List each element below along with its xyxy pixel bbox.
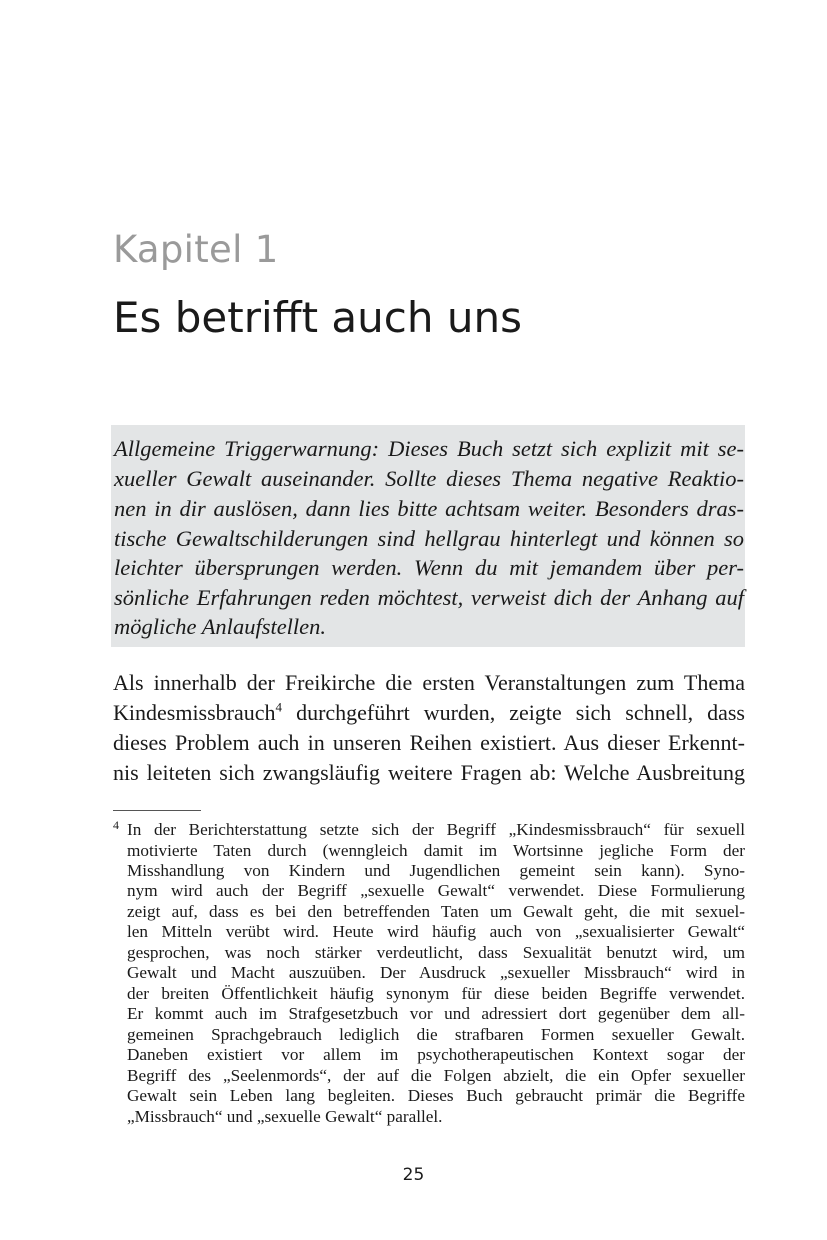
footnote-line: Er kommt auch im Strafgesetzbuch vor und adressiert dort gegenüber dem all- (127, 1004, 745, 1023)
footnote-line: len Mitteln verübt wird. Heute wird häufig auch von „sexualisierter Gewalt“ (127, 922, 745, 941)
body-line: dieses Problem auch in unseren Reihen existiert. Aus dieser Erkennt- (113, 730, 745, 755)
warning-line: mögliche Anlaufstellen. (114, 614, 327, 639)
footnote-rule (113, 810, 201, 811)
warning-line: sönliche Erfahrungen reden möchtest, verweist dich der Anhang auf (114, 585, 744, 610)
footnote-line: nym wird auch der Begriff „sexuelle Gewalt“ verwendet. Diese Formulierung (127, 881, 745, 900)
footnote-line: Daneben existiert vor allem im psychotherapeutischen Kontext sogar der (127, 1045, 745, 1064)
body-text: Kindesmissbrauch (113, 700, 276, 725)
body-line (113, 700, 745, 726)
footnote-mark: 4 (113, 818, 119, 832)
footnote-line: der breiten Öffentlichkeit häufig synonym für diese beiden Begriffe verwendet. (127, 984, 745, 1003)
page-number: 25 (402, 1165, 425, 1185)
warning-line: nen in dir auslösen, dann lies bitte achtsam weiter. Besonders dras- (114, 496, 744, 521)
footnote-reference[interactable]: 4 (275, 699, 283, 715)
footnote-line: Misshandlung von Kindern und Jugendlichen gemeint sein kann). Syno- (127, 861, 745, 880)
footnote-line: In der Berichterstattung setzte sich der Begriff „Kindesmissbrauch“ für sexuell (127, 820, 745, 839)
footnote-line: zeigt auf, dass es bei den betreffenden Taten um Gewalt geht, die mit sexuel- (127, 902, 745, 921)
footnote-line: Begriff des „Seelenmords“, der auf die Folgen abzielt, die ein Opfer sexueller (127, 1066, 745, 1085)
warning-line: xueller Gewalt auseinander. Sollte dieses Thema negative Reaktio- (114, 466, 744, 491)
footnote-line: „Missbrauch“ und „sexuelle Gewalt“ parallel. (127, 1107, 443, 1126)
footnote-line: Gewalt und Macht auszuüben. Der Ausdruck „sexueller Missbrauch“ wird in (127, 963, 745, 982)
body-line: Als innerhalb der Freikirche die ersten Veranstaltungen zum Thema (113, 670, 745, 695)
footnote-line: Gewalt sein Leben lang begleiten. Dieses Buch gebraucht primär die Begriffe (127, 1086, 745, 1105)
footnote-line: gesprochen, was noch stärker verdeutlicht, dass Sexualität benutzt wird, um (127, 943, 745, 962)
warning-line: tische Gewaltschilderungen sind hellgrau hinterlegt und können so (114, 526, 744, 551)
footnote-line: motivierte Taten durch (wenngleich damit im Wortsinne jegliche Form der (127, 841, 745, 860)
chapter-label: Kapitel 1 (113, 228, 279, 271)
warning-line: leichter übersprungen werden. Wenn du mit jemandem über per- (114, 555, 744, 580)
body-text: durchgeführt wurden, zeigte sich schnell, dass (282, 700, 745, 725)
body-line: nis leiteten sich zwangsläufig weitere Fragen ab: Welche Ausbreitung (113, 760, 745, 785)
warning-line: Allgemeine Triggerwarnung: Dieses Buch setzt sich explizit mit se- (114, 436, 744, 461)
footnote-line: gemeinen Sprachgebrauch lediglich die strafbaren Formen sexueller Gewalt. (127, 1025, 745, 1044)
chapter-title: Es betrifft auch uns (113, 293, 522, 342)
